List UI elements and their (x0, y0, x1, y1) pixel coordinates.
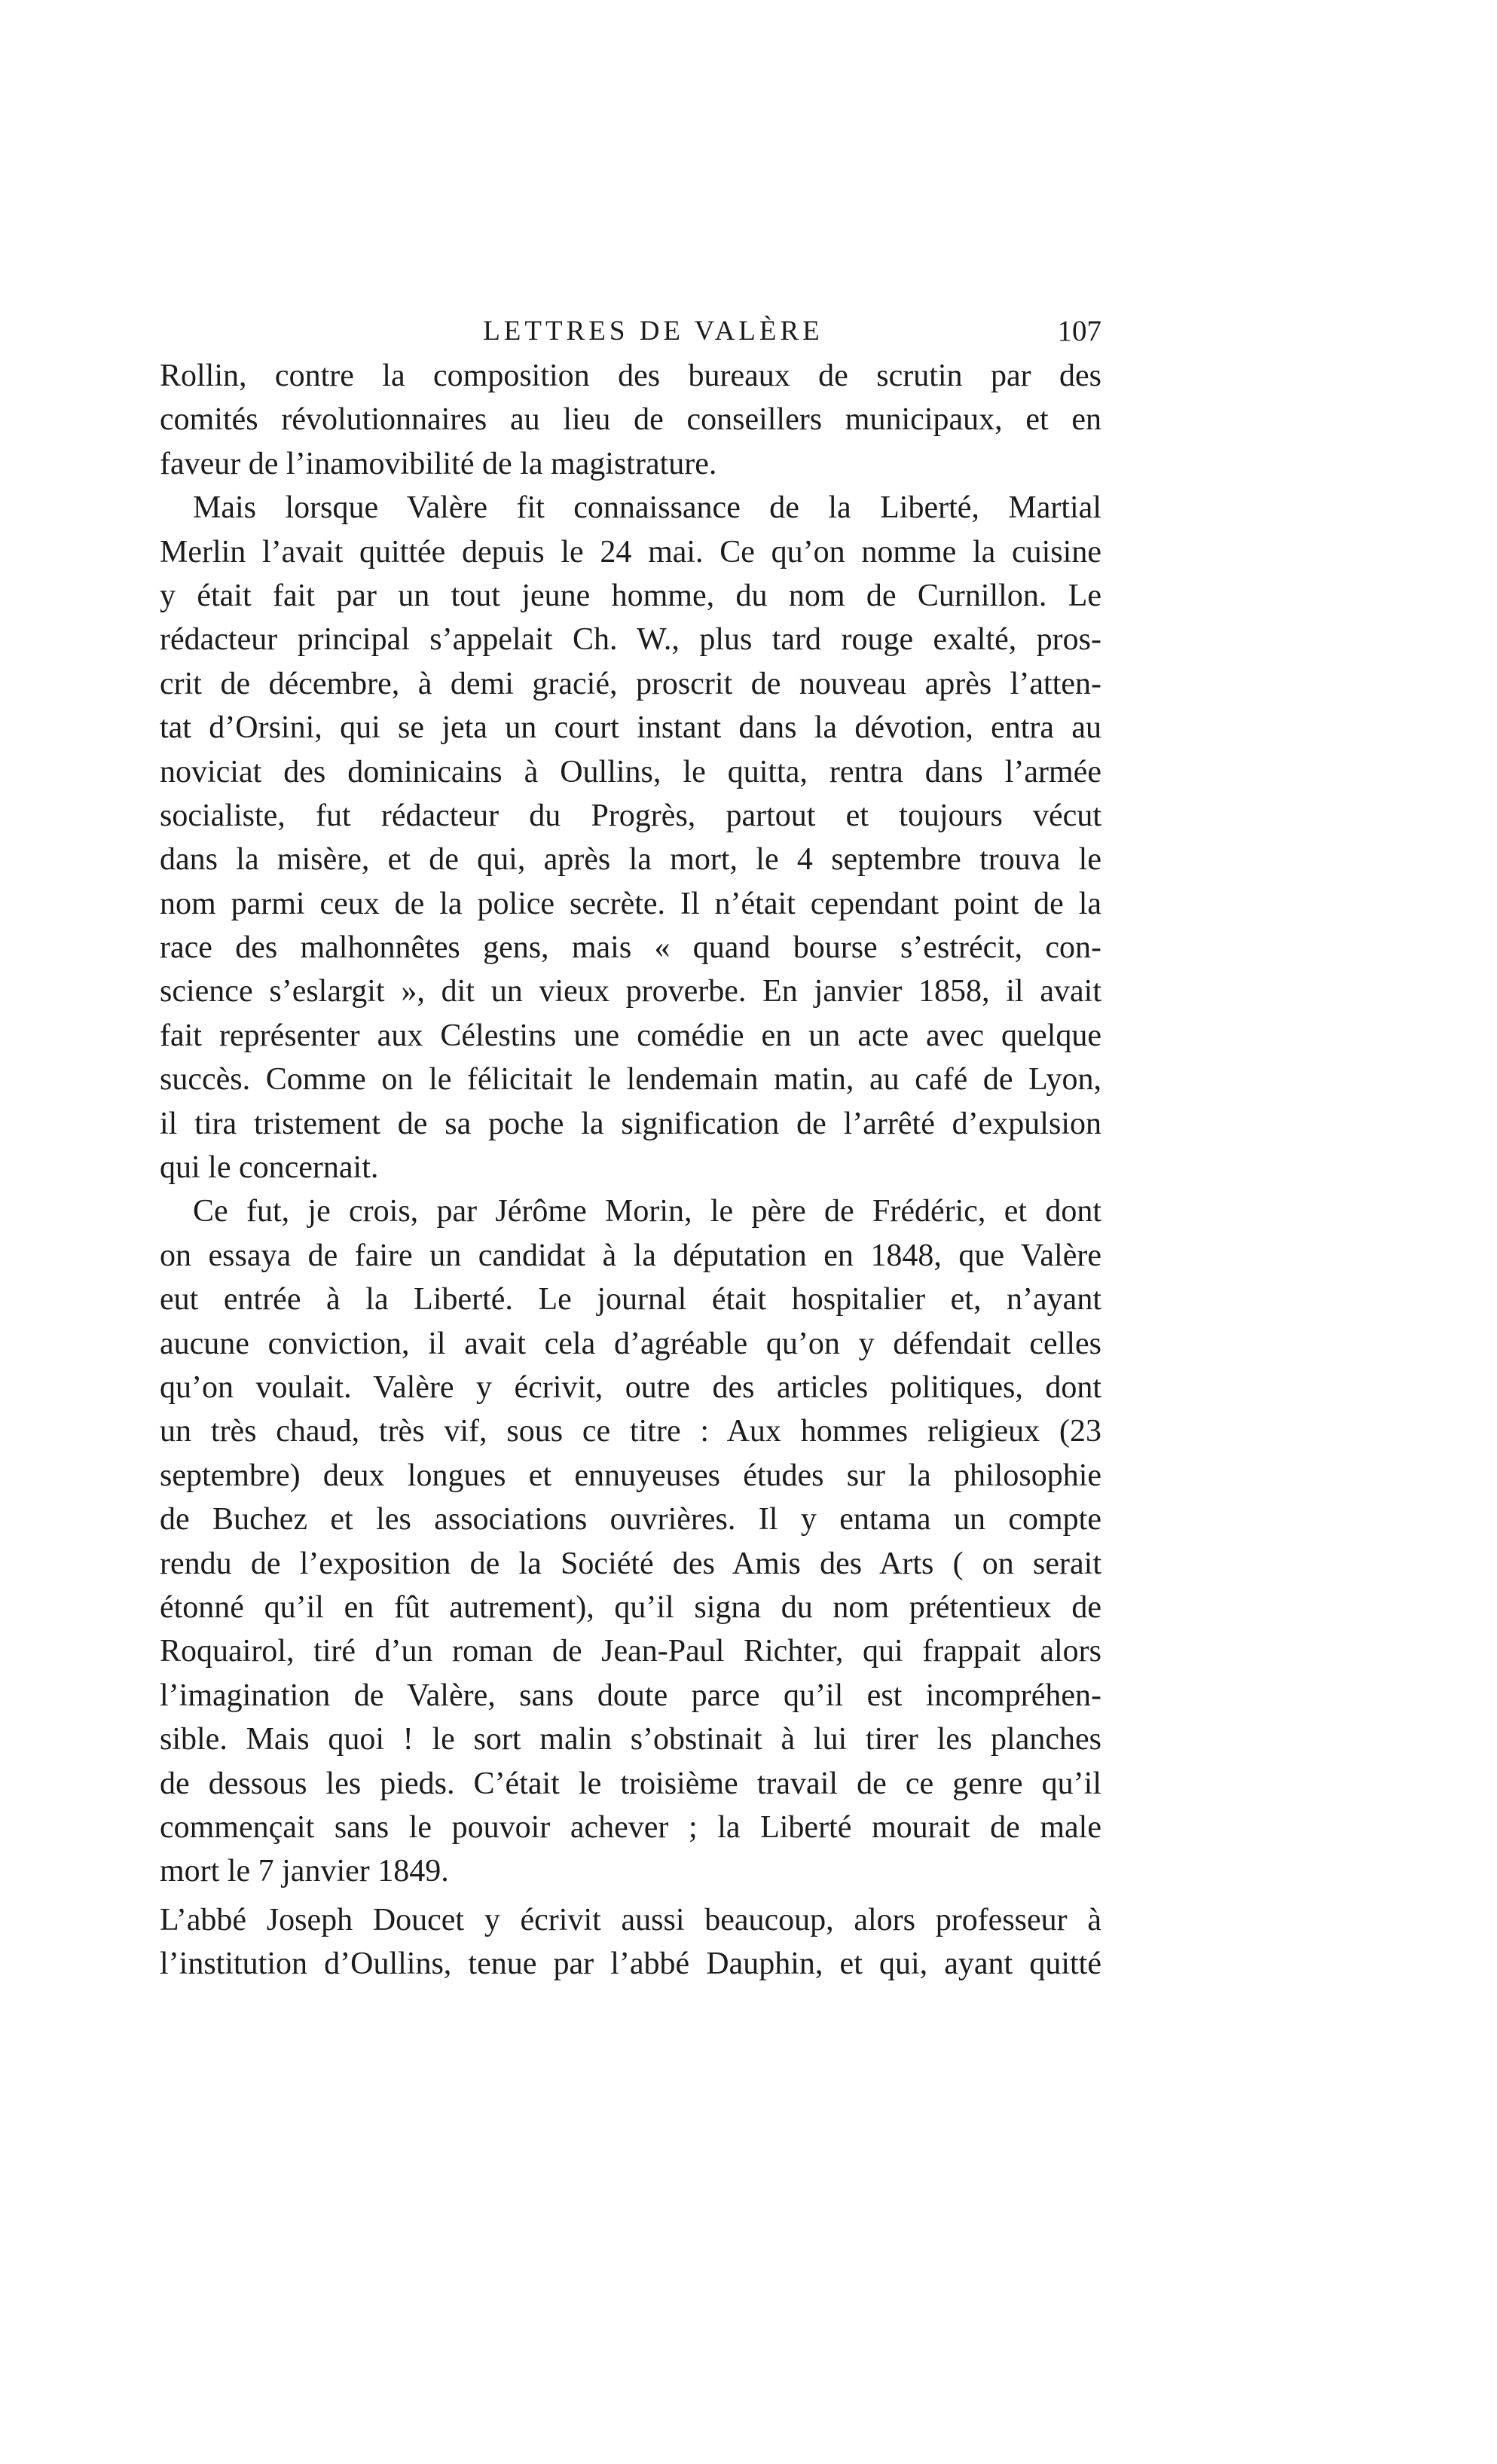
body-text (160, 354, 1101, 1986)
text-line: fait représenter aux Célestins une comédie en un acte avec quelque (160, 1018, 1101, 1053)
text-line: commençait sans le pouvoir achever ; la Liberté mourait de male (160, 1809, 1101, 1845)
text-line: y était fait par un tout jeune homme, du nom de Curnillon. Le (160, 578, 1101, 613)
text-line: de Buchez et les associations ouvrières. Il y entama un compte (160, 1502, 1101, 1537)
text-line: un très chaud, très vif, sous ce titre : Aux hommes religieux (23 (160, 1414, 1101, 1449)
text-line: sible. Mais quoi ! le sort malin s’obstinait à lui tirer les planches (160, 1722, 1101, 1757)
text-line: aucune conviction, il avait cela d’agréable qu’on y défendait celles (160, 1326, 1101, 1361)
paragraph (160, 486, 1101, 1189)
text-line: septembre) deux longues et ennuyeuses études sur la philosophie (160, 1458, 1101, 1493)
text-line: mort le 7 janvier 1849. (160, 1854, 449, 1889)
text-line: nom parmi ceux de la police secrète. Il n’était cependant point de la (160, 886, 1101, 921)
text-line: race des malhonnêtes gens, mais « quand bourse s’estrécit, con- (160, 930, 1101, 966)
text-line: succès. Comme on le félicitait le lendemain matin, au café de Lyon, (160, 1062, 1101, 1098)
text-line: rédacteur principal s’appelait Ch. W., plus tard rouge exalté, pros- (160, 622, 1101, 658)
text-line: rendu de l’exposition de la Société des Amis des Arts ( on serait (160, 1546, 1101, 1581)
running-title: LETTRES DE VALÈRE (483, 316, 823, 347)
text-line: science s’eslargit », dit un vieux proverbe. En janvier 1858, il avait (160, 974, 1101, 1009)
text-line: Mais lorsque Valère fit connaissance de la Liberté, Martial (193, 490, 1101, 526)
text-line: Ce fut, je crois, par Jérôme Morin, le père de Frédéric, et dont (193, 1194, 1101, 1229)
running-head (160, 309, 1101, 354)
text-line: crit de décembre, à demi gracié, proscrit de nouveau après l’atten- (160, 666, 1101, 701)
text-line: Rollin, contre la composition des bureaux de scrutin par des (160, 359, 1101, 393)
text-line: qu’on voulait. Valère y écrivit, outre des articles politiques, dont (160, 1369, 1101, 1405)
text-line: on essaya de faire un candidat à la députation en 1848, que Valère (160, 1238, 1101, 1273)
paragraph (160, 1898, 1101, 1986)
text-line: l’imagination de Valère, sans doute parce qu’il est incompréhen- (160, 1678, 1101, 1713)
text-line: comités révolutionnaires au lieu de conseillers municipaux, et en (160, 402, 1101, 438)
paragraph (160, 1189, 1101, 1893)
text-line: Roquairol, tiré d’un roman de Jean-Paul Richter, qui frappait alors (160, 1634, 1101, 1669)
text-line: l’institution d’Oullins, tenue par l’abbé Dauphin, et qui, ayant quitté (160, 1946, 1101, 1982)
text-line: qui le concernait. (160, 1150, 379, 1186)
text-line: tat d’Orsini, qui se jeta un court instant dans la dévotion, entra au (160, 710, 1101, 746)
text-line: étonné qu’il en fût autrement), qu’il signa du nom prétentieux de (160, 1589, 1101, 1625)
text-line: faveur de l’inamovibilité de la magistrature. (160, 446, 717, 481)
text-line: il tira tristement de sa poche la signification de l’arrêté d’expulsion (160, 1106, 1101, 1141)
text-line: socialiste, fut rédacteur du Progrès, partout et toujours vécut (160, 798, 1101, 833)
text-line: eut entrée à la Liberté. Le journal était hospitalier et, n’ayant (160, 1282, 1101, 1317)
text-line: dans la misère, et de qui, après la mort, le 4 septembre trouva le (160, 842, 1101, 878)
paragraph (160, 354, 1101, 486)
text-line: noviciat des dominicains à Oullins, le quitta, rentra dans l’armée (160, 754, 1101, 789)
text-line: de dessous les pieds. C’était le troisième travail de ce genre qu’il (160, 1766, 1101, 1801)
text-line: L’abbé Joseph Doucet y écrivit aussi beaucoup, alors professeur à (160, 1902, 1101, 1937)
text-line: Merlin l’avait quittée depuis le 24 mai. Ce qu’on nomme la cuisine (160, 534, 1101, 569)
page-number: 107 (1057, 315, 1101, 347)
